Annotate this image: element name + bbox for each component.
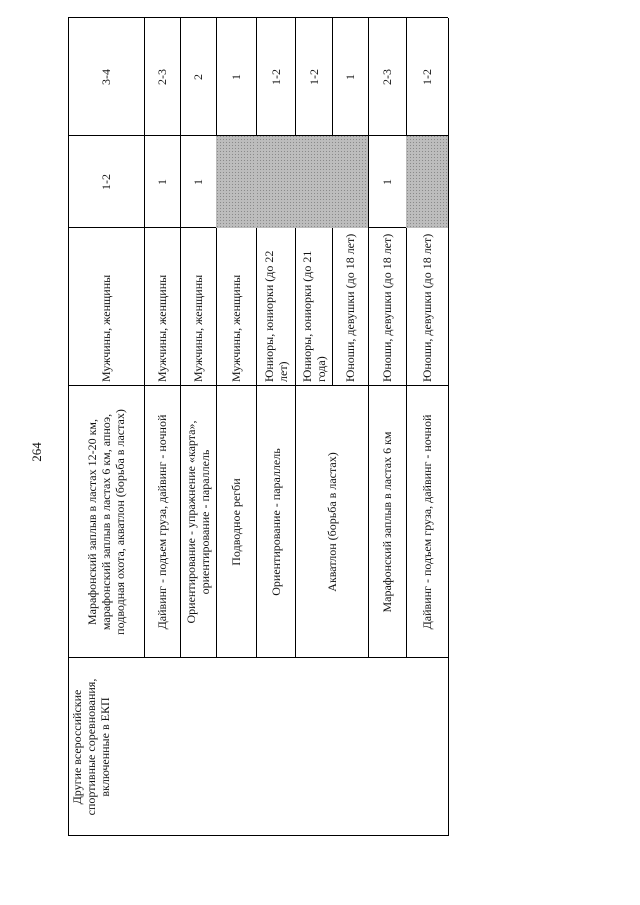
- page-number: 264: [29, 442, 44, 462]
- col5-cell: [68, 18, 144, 136]
- shaded-cell: [216, 136, 256, 228]
- group-cell: [256, 228, 295, 386]
- col5-cell: [256, 18, 295, 136]
- group-cell: [180, 228, 216, 386]
- discipline-text: Ориентирование - упражнение «карта», ориентирование - параллель: [184, 420, 212, 624]
- discipline-text: Марафонский заплыв в ластах 12-20 км, марафонский заплыв в ластах 6 км, апноэ, подводная охота, акватлон (борьба в ластах): [85, 409, 127, 635]
- col5-text: 2: [191, 74, 205, 80]
- shaded-cell: [295, 136, 368, 228]
- col4-cell: [368, 136, 406, 228]
- col4-text: 1: [155, 179, 169, 185]
- group-text: Мужчины, женщины: [99, 274, 113, 382]
- group-text: Мужчины, женщины: [229, 274, 243, 382]
- discipline-text: Дайвинг - подъем груза, дайвинг - ночной: [155, 414, 169, 630]
- col5-cell: [406, 18, 448, 136]
- discipline-cell: [368, 386, 406, 658]
- discipline-text: Ориентирование - параллель: [268, 448, 283, 596]
- col5-cell: [332, 18, 368, 136]
- group-cell: [368, 228, 406, 386]
- discipline-cell: [406, 386, 448, 658]
- col4-text: 1: [380, 179, 394, 185]
- discipline-cell: [68, 386, 144, 658]
- col5-text: 3-4: [99, 69, 113, 85]
- discipline-cell: [256, 386, 295, 658]
- col5-text: 1: [343, 74, 357, 80]
- col4-cell: [68, 136, 144, 228]
- discipline-cell: [216, 386, 256, 658]
- discipline-text: Подводное регби: [229, 478, 243, 566]
- category-text: Другие всероссийские спортивные соревнования, включенные в ЕКП: [70, 678, 112, 816]
- col4-text: 1: [191, 179, 205, 185]
- rotated-table-frame: [68, 18, 448, 836]
- group-cell: [144, 228, 180, 386]
- group-cell: [68, 228, 144, 386]
- col5-cell: [295, 18, 332, 136]
- category-cell: [68, 658, 448, 836]
- discipline-cell: [295, 386, 368, 658]
- group-text: Мужчины, женщины: [155, 274, 169, 382]
- discipline-text: Марафонский заплыв в ластах 6 км: [380, 431, 394, 613]
- group-cell: [216, 228, 256, 386]
- col4-cell: [144, 136, 180, 228]
- group-text: Юниоры, юниорки (до 22 лет): [261, 250, 290, 382]
- group-text: Юноши, девушки (до 18 лет): [343, 233, 357, 382]
- col5-cell: [180, 18, 216, 136]
- discipline-text: Дайвинг - подъем груза, дайвинг - ночной: [420, 414, 434, 630]
- discipline-cell: [180, 386, 216, 658]
- group-cell: [295, 228, 332, 386]
- group-text: Юниоры, юниорки (до 21 года): [299, 250, 328, 382]
- group-text: Юноши, девушки (до 18 лет): [420, 233, 434, 382]
- col5-cell: [368, 18, 406, 136]
- shaded-cell: [256, 136, 295, 228]
- col5-cell: [144, 18, 180, 136]
- group-text: Мужчины, женщины: [191, 274, 205, 382]
- col5-text: 1-2: [306, 69, 321, 85]
- group-cell: [406, 228, 448, 386]
- results-table: [68, 18, 448, 836]
- group-text: Юноши, девушки (до 18 лет): [380, 233, 394, 382]
- col5-text: 1-2: [268, 69, 283, 85]
- col5-text: 1: [229, 74, 243, 80]
- col4-text: 1-2: [99, 174, 113, 190]
- discipline-cell: [144, 386, 180, 658]
- col5-text: 1-2: [420, 69, 434, 85]
- shaded-cell: [406, 136, 448, 228]
- col5-text: 2-3: [380, 69, 394, 85]
- col4-cell: [180, 136, 216, 228]
- col5-text: 2-3: [155, 69, 169, 85]
- discipline-text: Акватлон (борьба в ластах): [324, 452, 339, 592]
- group-cell: [332, 228, 368, 386]
- col5-cell: [216, 18, 256, 136]
- border-bottom: [448, 18, 449, 836]
